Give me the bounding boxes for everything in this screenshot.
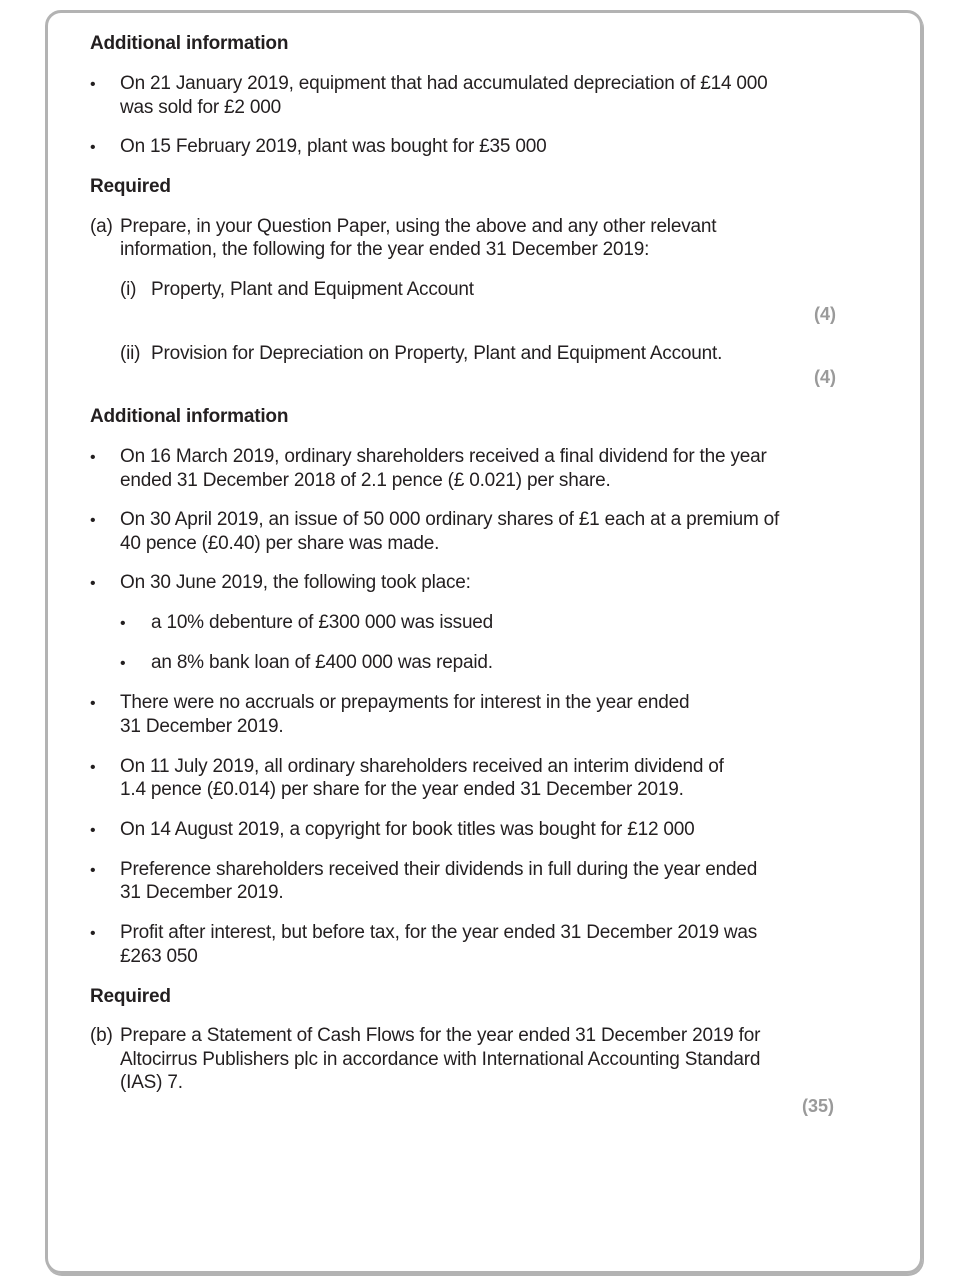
bullet-text: On 30 June 2019, the following took place: — [120, 572, 471, 593]
section-heading-additional-info-1: Additional information — [90, 33, 289, 54]
marks-part-b: (35) — [802, 1096, 835, 1116]
bullet-text: was sold for £2 000 — [120, 97, 281, 118]
marks-subpart-i: (4) — [814, 304, 836, 324]
subpart-ii-label: (ii) — [120, 343, 141, 364]
subpart-i-label: (i) — [120, 279, 137, 300]
bullet-text: £263 050 — [120, 946, 198, 967]
bullet-text: 31 December 2019. — [120, 882, 284, 903]
bullet-text: Profit after interest, but before tax, for the year ended 31 December 2019 was — [120, 922, 758, 943]
bullet-text: On 14 August 2019, a copyright for book titles was bought for £12 000 — [120, 819, 695, 840]
subpart-i-text: Property, Plant and Equipment Account — [151, 279, 474, 300]
part-a-label: (a) — [90, 216, 113, 237]
bullet-icon: • — [90, 139, 96, 156]
sub-bullet-icon: • — [120, 655, 126, 672]
section-heading-additional-info-2: Additional information — [90, 406, 289, 427]
bullet-icon: • — [90, 925, 96, 942]
bullet-icon: • — [90, 862, 96, 879]
bullet-text: 31 December 2019. — [120, 716, 284, 737]
bullet-icon: • — [90, 759, 96, 776]
bullet-icon: • — [90, 76, 96, 93]
bullet-icon: • — [90, 575, 96, 592]
bullet-text: On 16 March 2019, ordinary shareholders received a final dividend for the year — [120, 446, 767, 467]
bullet-icon: • — [90, 822, 96, 839]
marks-subpart-ii: (4) — [814, 367, 836, 387]
bullet-text: On 11 July 2019, all ordinary shareholders received an interim dividend of — [120, 756, 724, 777]
sub-bullet-text: a 10% debenture of £300 000 was issued — [151, 612, 494, 633]
bullet-text: 1.4 pence (£0.014) per share for the year ended 31 December 2019. — [120, 779, 684, 800]
bullet-text: On 21 January 2019, equipment that had accumulated depreciation of £14 000 — [120, 73, 768, 94]
sub-bullet-icon: • — [120, 615, 126, 632]
bullet-text: On 30 April 2019, an issue of 50 000 ordinary shares of £1 each at a premium of — [120, 509, 780, 530]
bullet-text: On 15 February 2019, plant was bought for £35 000 — [120, 136, 547, 157]
subpart-ii-text: Provision for Depreciation on Property, Plant and Equipment Account. — [151, 343, 723, 364]
part-a-text: Prepare, in your Question Paper, using the above and any other relevant — [120, 216, 717, 237]
sub-bullet-text: an 8% bank loan of £400 000 was repaid. — [151, 652, 493, 673]
section-heading-required-2: Required — [90, 986, 171, 1007]
bullet-icon: • — [90, 695, 96, 712]
bullet-text: Preference shareholders received their dividends in full during the year ended — [120, 859, 758, 880]
part-b-label: (b) — [90, 1025, 113, 1046]
bullet-icon: • — [90, 449, 96, 466]
part-b-text: Altocirrus Publishers plc in accordance with International Accounting Standard — [120, 1049, 761, 1070]
section-heading-required-1: Required — [90, 176, 171, 197]
part-b-text: Prepare a Statement of Cash Flows for the year ended 31 December 2019 for — [120, 1025, 761, 1046]
bullet-text: 40 pence (£0.40) per share was made. — [120, 533, 440, 554]
bullet-text: There were no accruals or prepayments for interest in the year ended — [120, 692, 690, 713]
bullet-text: ended 31 December 2018 of 2.1 pence (£ 0.021) per share. — [120, 470, 611, 491]
part-b-text: (IAS) 7. — [120, 1072, 183, 1093]
bullet-icon: • — [90, 512, 96, 529]
part-a-text: information, the following for the year ended 31 December 2019: — [120, 239, 650, 260]
